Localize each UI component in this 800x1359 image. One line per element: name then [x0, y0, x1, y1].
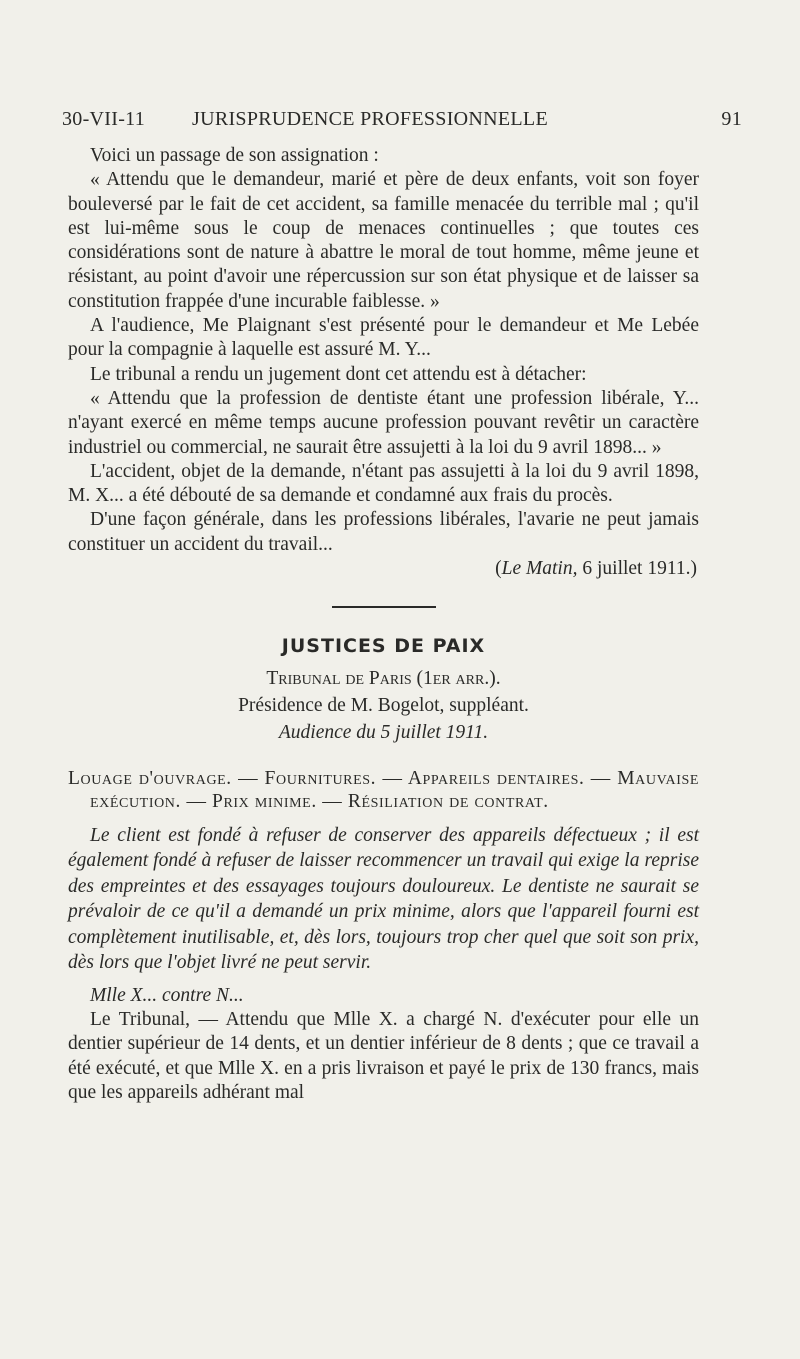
- paragraph-intro: Voici un passage de son assignation :: [90, 145, 379, 166]
- ruling-text: Le Tribunal, — Attendu que Mlle X. a chargé N. d'exécuter pour elle un dentier supérieur de 14 dents, et un dentier inférieur de 8 dents ; que ce travail a été exécuté, et que Mlle X. en a pris livraison et payé le prix de 130 francs, mais que les appareils adhérant mal: [68, 1008, 699, 1103]
- citation-open: (: [495, 558, 502, 580]
- paragraph-hearing: A l'audience, Me Plaignant s'est présenté pour le demandeur et Me Lebée pour la compagnie à laquelle est assuré M. Y...: [68, 315, 699, 361]
- running-header: [62, 108, 742, 134]
- header-title: JURISPRUDENCE PROFESSIONNELLE: [192, 108, 548, 130]
- subject-keywords: Louage d'ouvrage. — Fournitures. — Appareils dentaires. — Mauvaise exécution. — Prix minime. — Résiliation de contrat.: [68, 767, 699, 812]
- header-date: 30-VII-11: [62, 108, 146, 130]
- presidency-line: Présidence de M. Bogelot, suppléant.: [238, 694, 529, 716]
- hearing-date-line: Audience du 5 juillet 1911.: [278, 721, 489, 743]
- case-parties: Mlle X... contre N...: [90, 984, 244, 1006]
- paragraph-conclusion: D'une façon générale, dans les professions libérales, l'avarie ne peut jamais constituer un accident du travail...: [68, 509, 699, 555]
- paragraph-quote: « Attendu que le demandeur, marié et père de deux enfants, voit son foyer bouleversé par le fait de cet accident, sa famille menacée du terrible mal ; qu'il est lui-même sous le coup de menaces continuelles ; que toutes ces considérations sont de nature à abattre le moral de tout homme, même jeune et résistant, au point d'avoir une répercussion sur son état physique et de laisser sa constitution frappée d'une incurable faiblesse. »: [68, 169, 699, 312]
- citation-title: Le Matin,: [501, 558, 578, 580]
- court-line: Tribunal de Paris (1er arr.).: [266, 667, 501, 689]
- citation-date: 6 juillet 1911.): [582, 558, 697, 580]
- source-citation: [68, 557, 699, 581]
- paragraph-outcome: L'accident, objet de la demande, n'étant pas assujetti à la loi du 9 avril 1898, M. X... a été débouté de sa demande et condamné aux frais du procès.: [68, 460, 699, 507]
- paragraph-judgment-quote: « Attendu que la profession de dentiste étant une profession libérale, Y... n'ayant exercé en même temps aucune profession pouvant revêtir un caractère industriel ou commercial, ne saurait être assujetti à la loi du 9 avril 1898... »: [68, 387, 699, 458]
- page-body: [68, 144, 699, 1105]
- paragraph-judgment-intro: Le tribunal a rendu un jugement dont cet attendu est à détacher:: [90, 363, 587, 385]
- section-divider: [332, 606, 436, 608]
- case-summary: Le client est fondé à refuser de conserver des appareils défectueux ; il est également fondé à refuser de laisser recommencer un travail qui exige la reprise des empreintes et des essayages toujours douloureux. Le dentiste ne saurait se prévaloir de ce qu'il a demandé un prix minime, alors que l'appareil fourni est complètement inutilisable, et, dès lors, toujours trop cher quel que soit son prix, dès lors que l'objet livré ne peut servir.: [68, 824, 699, 974]
- page-number: 91: [721, 108, 742, 130]
- section-heading: JUSTICES DE PAIX: [281, 635, 486, 658]
